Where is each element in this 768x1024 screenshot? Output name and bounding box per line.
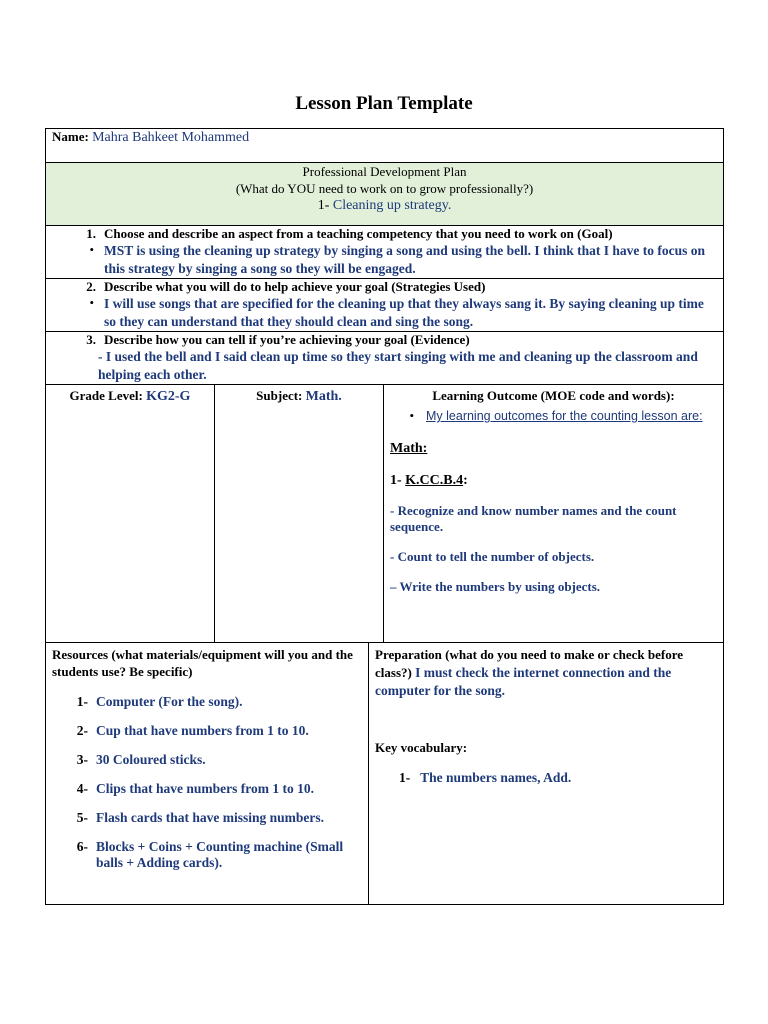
pdp-heading: Professional Development Plan bbox=[302, 164, 467, 179]
grade-label: Grade Level: bbox=[69, 388, 143, 403]
resources-row bbox=[46, 643, 724, 905]
subject-label: Subject: bbox=[256, 388, 303, 403]
question-answer: I will use songs that are specified for the cleaning up that they always sang it. By saying cleaning up time so they can understand that they should clean and sing the song. bbox=[104, 296, 704, 329]
resources-title: Resources (what materials/equipment will you and the students use? Be specific) bbox=[52, 647, 353, 679]
subject-cell bbox=[215, 385, 384, 643]
preparation-title: Preparation (what do you need to make or check before class?) bbox=[375, 647, 684, 680]
page-title: Lesson Plan Template bbox=[295, 93, 473, 114]
question-answer: MST is using the cleaning up strategy by singing a song and using the bell. I think that I have to focus on this strategy by singing a song so they will be engaged. bbox=[104, 243, 706, 276]
pdp-row bbox=[46, 163, 724, 226]
vocab-number: 1- bbox=[399, 770, 411, 785]
resource-item: 6- Blocks + Coins + Counting machine (Small balls + Adding cards). bbox=[76, 839, 344, 870]
resource-item: 3- 30 Coloured sticks. bbox=[76, 752, 206, 767]
learning-outcome-title: Learning Outcome (MOE code and words): bbox=[432, 388, 675, 403]
learning-outcome-line: - Recognize and know number names and the count sequence. bbox=[390, 503, 677, 534]
question-prompt: Choose and describe an aspect from a teaching competency that you need to work on (Goal) bbox=[104, 226, 613, 241]
pdp-item-text: Cleaning up strategy. bbox=[332, 198, 452, 213]
lesson-plan-table bbox=[45, 128, 724, 905]
name-label: Name: bbox=[52, 129, 89, 144]
question-number: 2. bbox=[86, 279, 96, 294]
question-number: 1. bbox=[86, 226, 96, 241]
question-row-1 bbox=[46, 226, 724, 279]
resource-item: 2- Cup that have numbers from 1 to 10. bbox=[76, 723, 309, 738]
question-prompt: Describe what you will do to help achieve your goal (Strategies Used) bbox=[104, 279, 486, 294]
learning-outcome-intro: My learning outcomes for the counting lesson are: bbox=[426, 409, 703, 423]
learning-outcome-line: - Count to tell the number of objects. bbox=[390, 549, 595, 564]
resource-item: 5- Flash cards that have missing numbers. bbox=[76, 810, 325, 825]
code-colon: : bbox=[463, 473, 468, 488]
bullet-icon: • bbox=[89, 295, 94, 310]
code-number: 1- bbox=[390, 473, 402, 488]
bullet-icon: • bbox=[409, 408, 414, 423]
pdp-subheading: (What do YOU need to work on to grow professionally?) bbox=[235, 181, 534, 196]
grade-cell bbox=[46, 385, 215, 643]
question-prompt: Describe how you can tell if you’re achieving your goal (Evidence) bbox=[104, 332, 470, 347]
pdp-item-num: 1- bbox=[317, 198, 330, 213]
preparation-answer: I must check the internet connection and the computer for the song. bbox=[375, 665, 672, 698]
learning-outcome-cell bbox=[384, 385, 724, 643]
name-row bbox=[46, 129, 724, 163]
question-number: 3. bbox=[86, 332, 96, 347]
grade-row bbox=[46, 385, 724, 643]
learning-outcome-line: – Write the numbers by using objects. bbox=[390, 579, 601, 594]
moe-code: K.CC.B.4 bbox=[405, 473, 464, 488]
resource-item: 1- Computer (For the song). bbox=[76, 694, 243, 709]
key-vocabulary: The numbers names, Add. bbox=[420, 770, 572, 785]
bullet-icon: • bbox=[89, 242, 94, 257]
preparation-cell bbox=[369, 643, 724, 905]
subject-value: Math. bbox=[305, 389, 342, 404]
resources-cell bbox=[46, 643, 369, 905]
grade-value: KG2-G bbox=[146, 389, 191, 404]
name-value: Mahra Bahkeet Mohammed bbox=[92, 130, 250, 145]
learning-outcome-section: Math: bbox=[390, 441, 428, 456]
question-answer: - I used the bell and I said clean up time so they start singing with me and cleaning up the classroom and helping each other. bbox=[98, 349, 698, 382]
key-vocabulary-title: Key vocabulary: bbox=[375, 740, 468, 755]
question-row-3 bbox=[46, 332, 724, 385]
resource-item: 4- Clips that have numbers from 1 to 10. bbox=[76, 781, 315, 796]
question-row-2 bbox=[46, 279, 724, 332]
